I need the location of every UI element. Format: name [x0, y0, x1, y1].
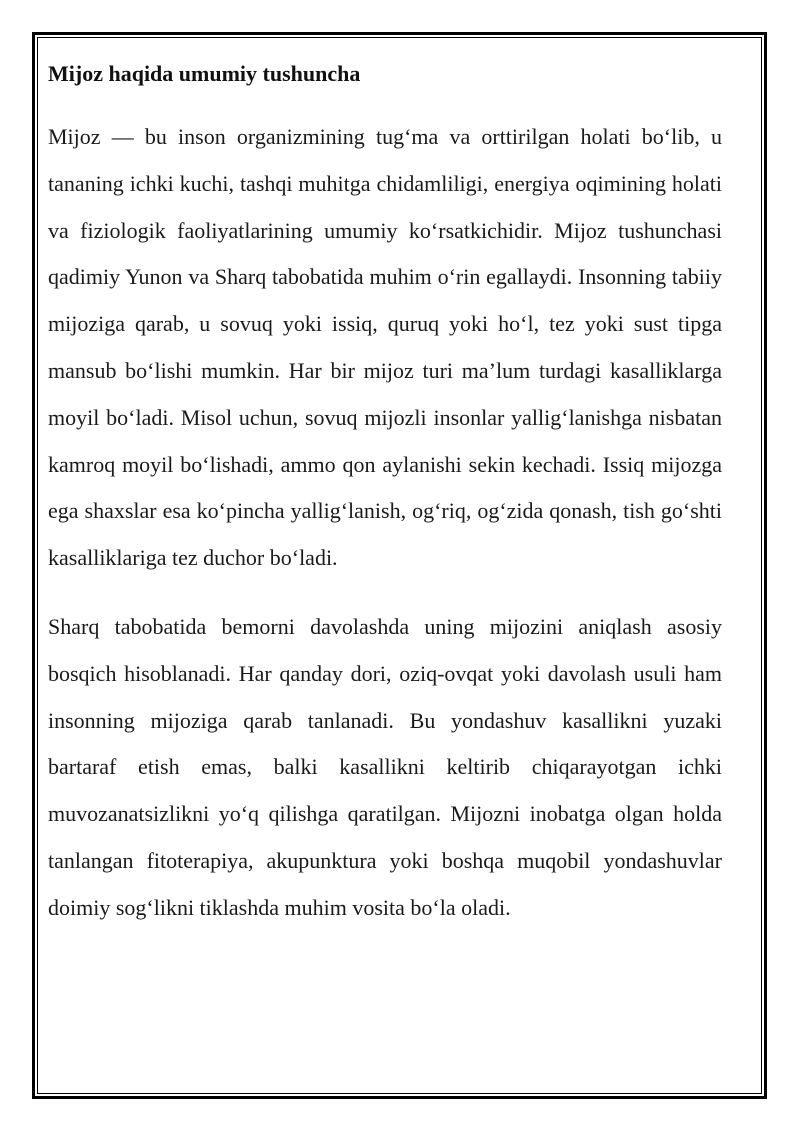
section-title: Mijoz haqida umumiy tushuncha: [48, 61, 361, 86]
document-body: [48, 56, 722, 954]
paragraph-1: Mijoz — bu inson organizmining tug‘ma va orttirilgan holati bo‘lib, u tananing ichki kuchi, tashqi muhitga chidamliligi, energiya oqimining holati va fiziologik faoliyatlarining umumiy ko‘rsatkichidir. Mijoz tushunchasi qadimiy Yunon va Sharq tabobatida muhim o‘rin egallaydi. Insonning tabiiy mijoziga qarab, u sovuq yoki issiq, quruq yoki ho‘l, tez yoki sust tipga mansub bo‘lishi mumkin. Har bir mijoz turi ma’lum turdagi kasalliklarga moyil bo‘ladi. Misol uchun, sovuq mijozli insonlar yallig‘lanishga nisbatan kamroq moyil bo‘lishadi, ammo qon aylanishi sekin kechadi. Issiq mijozga ega shaxslar esa ko‘pincha yallig‘lanish, og‘riq, og‘zida qonash, tish go‘shti kasalliklariga tez duchor bo‘ladi.: [48, 124, 722, 571]
paragraph-2: Sharq tabobatida bemorni davolashda uning mijozini aniqlash asosiy bosqich hisoblanadi. Har qanday dori, oziq-ovqat yoki davolash usuli ham insonning mijoziga qarab tanlanadi. Bu yondashuv kasallikni yuzaki bartaraf etish emas, balki kasallikni keltirib chiqarayotgan ichki muvozanatsizlikni yo‘q qilishga qaratilgan. Mijozni inobatga olgan holda tanlangan fitoterapiya, akupunktura yoki boshqa muqobil yondashuvlar doimiy sog‘likni tiklashda muhim vosita bo‘la oladi.: [48, 613, 722, 920]
